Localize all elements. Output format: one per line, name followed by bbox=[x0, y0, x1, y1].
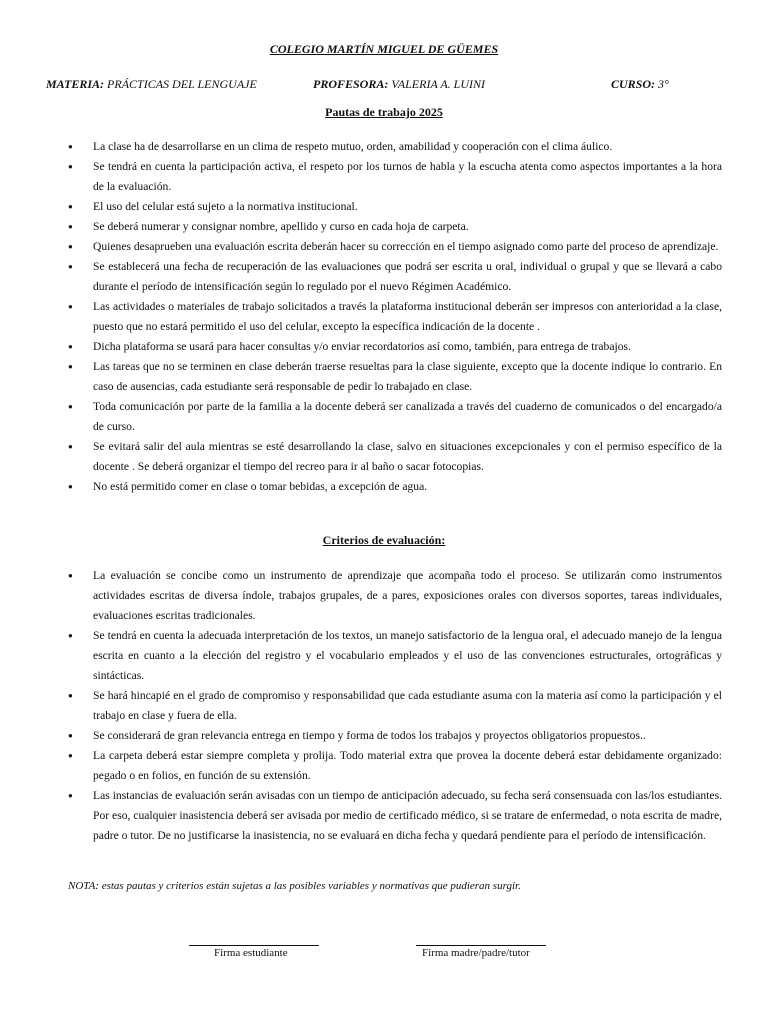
curso-field bbox=[611, 77, 669, 92]
profesora-field bbox=[313, 77, 485, 92]
list-item: ● Se deberá numerar y consignar nombre, apellido y curso en cada hoja de carpeta. bbox=[68, 217, 722, 237]
list-item: ● El uso del celular está sujeto a la normativa institucional. bbox=[68, 197, 722, 217]
signature-label-tutor: Firma madre/padre/tutor bbox=[422, 947, 530, 959]
list-item: ● Dicha plataforma se usará para hacer consultas y/o enviar recordatorios así como, también, para entrega de trabajos. bbox=[68, 337, 722, 357]
list-item: ● La clase ha de desarrollarse en un clima de respeto mutuo, orden, amabilidad y cooperación con el clima áulico. bbox=[68, 137, 722, 157]
list-item: ● Las actividades o materiales de trabajo solicitados a través la plataforma institucional deberán ser impresos con anterioridad a la clase, puesto que no estará permitido el uso del celular, excepto la específica indicación de la docente . bbox=[68, 297, 722, 337]
materia-label: MATERIA: bbox=[46, 77, 105, 91]
pautas-title: Pautas de trabajo 2025 bbox=[325, 105, 443, 119]
list-item: ● Las instancias de evaluación serán avisadas con un tiempo de anticipación adecuado, su fecha será consensuada con las/los estudiantes. Por eso, cualquier inasistencia deberá ser avisada por medio de certificado médico, si se tratare de enfermedad, o nota escrita de madre, padre o tutor. De no justificarse la inasistencia, no se evaluará en dicha fecha y quedará pendiente para el período de intensificación. bbox=[68, 786, 722, 846]
list-item: ● La evaluación se concibe como un instrumento de aprendizaje que acompaña todo el proceso. Se utilizarán como instrumentos actividades escritas de diversa índole, trabajos grupales, de a pares, exposiciones orales con diversos soportes, tareas individuales, evaluaciones escritas tradicionales. bbox=[68, 566, 722, 626]
pautas-list bbox=[68, 137, 722, 497]
profesora-value: VALERIA A. LUINI bbox=[391, 77, 486, 91]
criterios-list bbox=[68, 566, 722, 846]
list-item: ● Quienes desaprueben una evaluación escrita deberán hacer su corrección en el tiempo asignado como parte del proceso de aprendizaje. bbox=[68, 237, 722, 257]
criterios-title: Criterios de evaluación: bbox=[322, 533, 446, 547]
curso-label: CURSO: bbox=[611, 77, 656, 91]
nota-text: NOTA: estas pautas y criterios están sujetas a las posibles variables y normativas que pudieran surgir. bbox=[68, 880, 521, 892]
materia-field bbox=[46, 77, 257, 92]
list-item: ● Se establecerá una fecha de recuperación de las evaluaciones que podrá ser escrita u oral, individual o grupal y que se llevará a cabo durante el período de intensificación según lo regulado por el nuevo Régimen Académico. bbox=[68, 257, 722, 297]
list-item: ● Las tareas que no se terminen en clase deberán traerse resueltas para la clase siguiente, excepto que la docente indique lo contrario. En caso de ausencias, cada estudiante será responsable de pedir lo trabajado en clase. bbox=[68, 357, 722, 397]
list-item: ● Se tendrá en cuenta la participación activa, el respeto por los turnos de habla y la escucha atenta como aspectos importantes a la hora de la evaluación. bbox=[68, 157, 722, 197]
materia-value: PRÁCTICAS DEL LENGUAJE bbox=[107, 77, 257, 91]
list-item: ● La carpeta deberá estar siempre completa y prolija. Todo material extra que provea la docente deberá estar debidamente organizado: pegado o en folios, en función de su extensión. bbox=[68, 746, 722, 786]
list-item: ● Se tendrá en cuenta la adecuada interpretación de los textos, un manejo satisfactorio de la lengua oral, el adecuado manejo de la lengua escrita en cuanto a la elección del registro y el vocabulario empleados y el uso de las convenciones estructurales, ortográficas y sintácticas. bbox=[68, 626, 722, 686]
list-item: ● Se considerará de gran relevancia entrega en tiempo y forma de todos los trabajos y proyectos obligatorios propuestos.. bbox=[68, 726, 722, 746]
signature-label-student: Firma estudiante bbox=[214, 947, 288, 959]
curso-value: 3° bbox=[658, 77, 669, 91]
list-item: ● Se hará hincapié en el grado de compromiso y responsabilidad que cada estudiante asuma con la materia así como la participación y el trabajo en clase y fuera de ella. bbox=[68, 686, 722, 726]
signature-line-tutor bbox=[416, 945, 546, 946]
signature-line-student bbox=[189, 945, 319, 946]
school-title: COLEGIO MARTÍN MIGUEL DE GÜEMES bbox=[269, 42, 499, 56]
list-item: ● No está permitido comer en clase o tomar bebidas, a excepción de agua. bbox=[68, 477, 722, 497]
profesora-label: PROFESORA: bbox=[313, 77, 389, 91]
list-item: ● Se evitará salir del aula mientras se esté desarrollando la clase, salvo en situaciones excepcionales y con el permiso específico de la docente . Se deberá organizar el tiempo del recreo para ir al baño o sacar fotocopias. bbox=[68, 437, 722, 477]
list-item: ● Toda comunicación por parte de la familia a la docente deberá ser canalizada a través del cuaderno de comunicados o del encargado/a de curso. bbox=[68, 397, 722, 437]
